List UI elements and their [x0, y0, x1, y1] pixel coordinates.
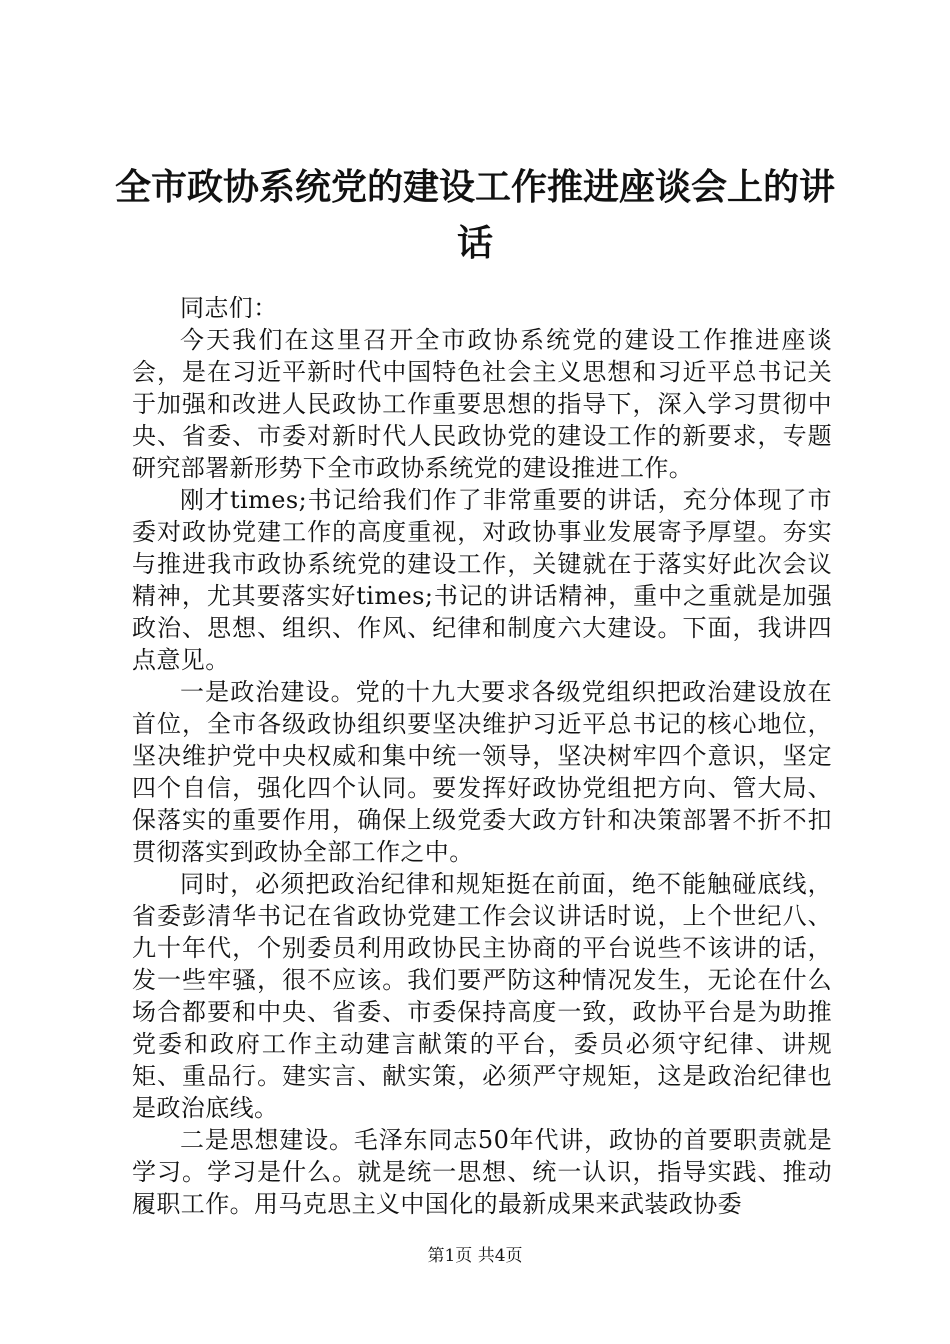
- page-footer: 第1页 共4页: [427, 1246, 523, 1266]
- body-paragraph: 今天我们在这里召开全市政协系统党的建设工作推进座谈会，是在习近平新时代中国特色社会主义思想和习近平总书记关于加强和改进人民政协工作重要思想的指导下，深入学习贯彻中央、省委、市委对新时代人民政协党的建设工作的新要求，专题研究部署新形势下全市政协系统党的建设推进工作。: [132, 326, 832, 482]
- document-title: 全市政协系统党的建设工作推进座谈会上的讲话: [114, 167, 835, 264]
- body-paragraph: 一是政治建设。党的十九大要求各级党组织把政治建设放在首位，全市各级政协组织要坚决维护习近平总书记的核心地位，坚决维护党中央权威和集中统一领导，坚决树牢四个意识，坚定四个自信，强化四个认同。要发挥好政协党组把方向、管大局、保落实的重要作用，确保上级党委大政方针和决策部署不折不扣贯彻落实到政协全部工作之中。: [132, 678, 832, 866]
- body-paragraph: 同时，必须把政治纪律和规矩挺在前面，绝不能触碰底线，省委彭清华书记在省政协党建工作会议讲话时说，上个世纪八、九十年代，个别委员利用政协民主协商的平台说些不该讲的话，发一些牢骚，很不应该。我们要严防这种情况发生，无论在什么场合都要和中央、省委、市委保持高度一致，政协平台是为助推党委和政府工作主动建言献策的平台，委员必须守纪律、讲规矩、重品行。建实言、献实策，必须严守规矩，这是政治纪律也是政治底线。: [132, 870, 832, 1122]
- document-body: [132, 292, 832, 1220]
- body-paragraph: 二是思想建设。毛泽东同志50年代讲，政协的首要职责就是学习。学习是什么。就是统一思想、统一认识，指导实践、推动履职工作。用马克思主义中国化的最新成果来武装政协委: [132, 1126, 832, 1218]
- salutation-paragraph: 同志们：: [180, 294, 278, 322]
- body-paragraph: 刚才times;书记给我们作了非常重要的讲话，充分体现了市委对政协党建工作的高度重视，对政协事业发展寄予厚望。夯实与推进我市政协系统党的建设工作，关键就在于落实好此次会议精神，尤其要落实好times;书记的讲话精神，重中之重就是加强政治、思想、组织、作风、纪律和制度六大建设。下面，我讲四点意见。: [132, 486, 832, 674]
